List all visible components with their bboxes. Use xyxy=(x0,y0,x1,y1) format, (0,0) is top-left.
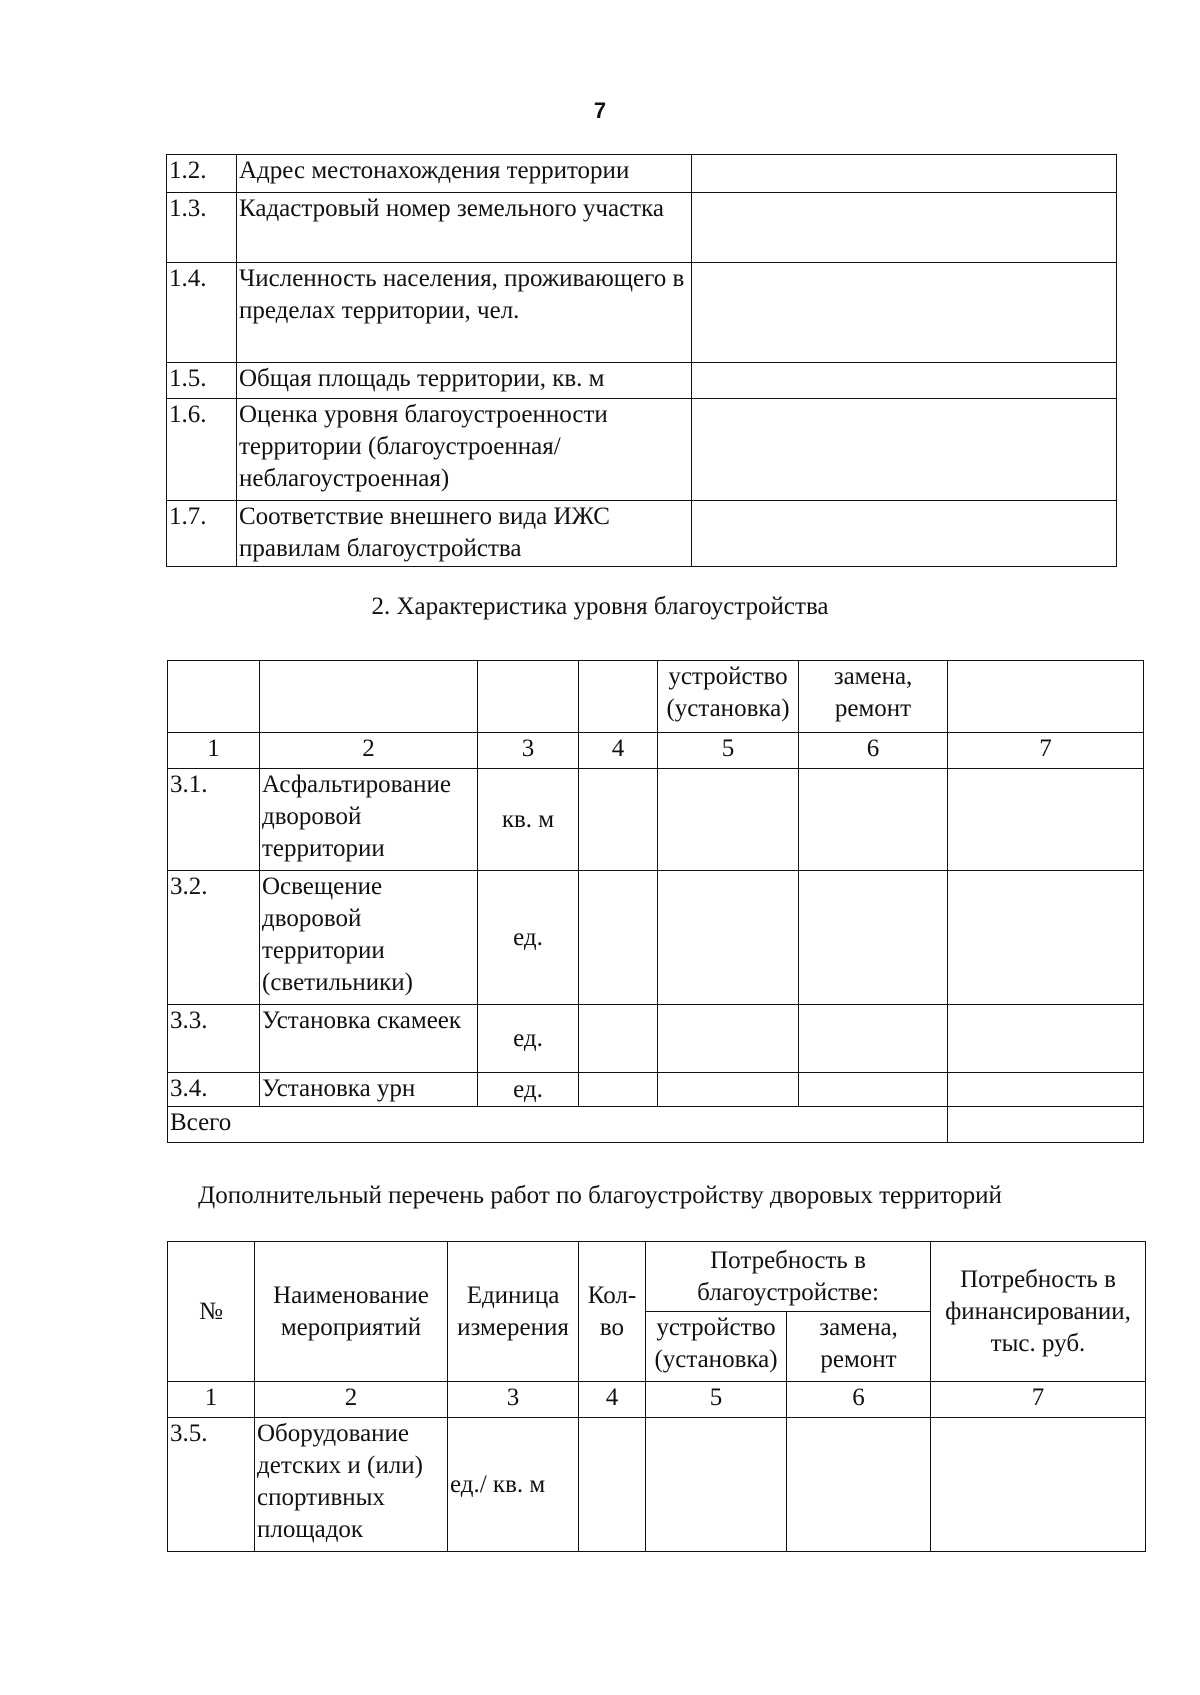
row-number: 1.3. xyxy=(167,193,237,263)
column-number-row xyxy=(168,733,1144,769)
table-row xyxy=(167,501,1117,567)
column-number: 7 xyxy=(931,1382,1146,1418)
row-cell xyxy=(799,769,948,871)
table-row xyxy=(168,871,1144,1005)
header-cell xyxy=(579,661,658,733)
row-cell xyxy=(658,1005,799,1073)
row-cell xyxy=(799,1005,948,1073)
header-unit: Единица измерения xyxy=(448,1242,579,1382)
row-number: 1.7. xyxy=(167,501,237,567)
total-label: Всего xyxy=(168,1107,948,1143)
section-2-title: 2. Характеристика уровня благоустройства xyxy=(371,593,829,620)
row-name: Оборудование детских и (или) спортивных площадок xyxy=(255,1418,448,1552)
row-value xyxy=(692,363,1117,399)
row-number: 1.2. xyxy=(167,155,237,193)
row-cell xyxy=(646,1418,787,1552)
row-label: Кадастровый номер земельного участка xyxy=(237,193,692,263)
row-unit: ед. xyxy=(478,1005,579,1073)
row-label: Общая площадь территории, кв. м xyxy=(237,363,692,399)
header-cell xyxy=(478,661,579,733)
column-number: 2 xyxy=(260,733,478,769)
table-row xyxy=(168,1005,1144,1073)
row-cell xyxy=(579,1073,658,1107)
row-cell xyxy=(658,1073,799,1107)
row-value xyxy=(692,399,1117,501)
row-value xyxy=(692,501,1117,567)
row-number: 1.4. xyxy=(167,263,237,363)
table-row xyxy=(167,193,1117,263)
row-cell xyxy=(787,1418,931,1552)
row-name: Установка скамеек xyxy=(260,1005,478,1073)
row-cell xyxy=(579,1005,658,1073)
header-cell-install: устройство (установка) xyxy=(658,661,799,733)
table-row xyxy=(167,263,1117,363)
row-label: Адрес местонахождения территории xyxy=(237,155,692,193)
header-cell xyxy=(948,661,1144,733)
table-header-row xyxy=(168,661,1144,733)
row-unit: ед. xyxy=(478,1073,579,1107)
header-cell-install: устройство (установка) xyxy=(646,1312,787,1382)
row-number: 3.3. xyxy=(168,1005,260,1073)
table-row xyxy=(168,1418,1146,1552)
row-cell xyxy=(948,769,1144,871)
row-name: Установка урн xyxy=(260,1073,478,1107)
column-number: 7 xyxy=(948,733,1144,769)
header-cell-repair: замена, ремонт xyxy=(799,661,948,733)
row-number: 1.6. xyxy=(167,399,237,501)
row-number: 3.1. xyxy=(168,769,260,871)
table-row xyxy=(167,155,1117,193)
row-cell xyxy=(799,1073,948,1107)
header-name: Наименование мероприятий xyxy=(255,1242,448,1382)
page-number: 7 xyxy=(593,98,607,123)
column-number: 6 xyxy=(787,1382,931,1418)
section-3-title: Дополнительный перечень работ по благоустройству дворовых территорий xyxy=(198,1182,1002,1209)
improvement-level-table xyxy=(167,660,1144,1143)
header-num: № xyxy=(168,1242,255,1382)
row-cell xyxy=(579,769,658,871)
total-row xyxy=(168,1107,1144,1143)
header-cell xyxy=(260,661,478,733)
column-number: 1 xyxy=(168,1382,255,1418)
column-number-row xyxy=(168,1382,1146,1418)
row-cell xyxy=(931,1418,1146,1552)
column-number: 5 xyxy=(646,1382,787,1418)
row-cell xyxy=(799,871,948,1005)
row-value xyxy=(692,193,1117,263)
row-value xyxy=(692,263,1117,363)
row-cell xyxy=(948,871,1144,1005)
row-cell xyxy=(579,871,658,1005)
row-value xyxy=(692,155,1117,193)
column-number: 2 xyxy=(255,1382,448,1418)
territory-info-table xyxy=(166,154,1117,567)
row-unit: ед./ кв. м xyxy=(448,1418,579,1552)
table-row xyxy=(168,1073,1144,1107)
table-row xyxy=(168,769,1144,871)
row-number: 3.4. xyxy=(168,1073,260,1107)
header-cell xyxy=(168,661,260,733)
header-cell-repair: замена, ремонт xyxy=(787,1312,931,1382)
row-label: Численность населения, проживающего в пределах территории, чел. xyxy=(237,263,692,363)
row-unit: кв. м xyxy=(478,769,579,871)
row-name: Освещение дворовой территории (светильники) xyxy=(260,871,478,1005)
column-number: 3 xyxy=(478,733,579,769)
column-number: 6 xyxy=(799,733,948,769)
row-unit: ед. xyxy=(478,871,579,1005)
header-financing: Потребность в финансировании, тыс. руб. xyxy=(931,1242,1146,1382)
row-number: 1.5. xyxy=(167,363,237,399)
table-row xyxy=(167,363,1117,399)
row-number: 3.5. xyxy=(168,1418,255,1552)
row-cell xyxy=(948,1073,1144,1107)
column-number: 4 xyxy=(579,1382,646,1418)
row-cell xyxy=(579,1418,646,1552)
table-row xyxy=(167,399,1117,501)
column-number: 1 xyxy=(168,733,260,769)
table-header-row xyxy=(168,1242,1146,1312)
column-number: 4 xyxy=(579,733,658,769)
column-number: 3 xyxy=(448,1382,579,1418)
additional-works-table xyxy=(167,1241,1146,1552)
row-label: Оценка уровня благоустроенности территории (благоустроенная/ неблагоустроенная) xyxy=(237,399,692,501)
total-value xyxy=(948,1107,1144,1143)
row-number: 3.2. xyxy=(168,871,260,1005)
row-cell xyxy=(948,1005,1144,1073)
row-label: Соответствие внешнего вида ИЖС правилам благоустройства xyxy=(237,501,692,567)
row-cell xyxy=(658,769,799,871)
row-cell xyxy=(658,871,799,1005)
header-qty: Кол- во xyxy=(579,1242,646,1382)
row-name: Асфальтирование дворовой территории xyxy=(260,769,478,871)
header-need: Потребность в благоустройстве: xyxy=(646,1242,931,1312)
column-number: 5 xyxy=(658,733,799,769)
